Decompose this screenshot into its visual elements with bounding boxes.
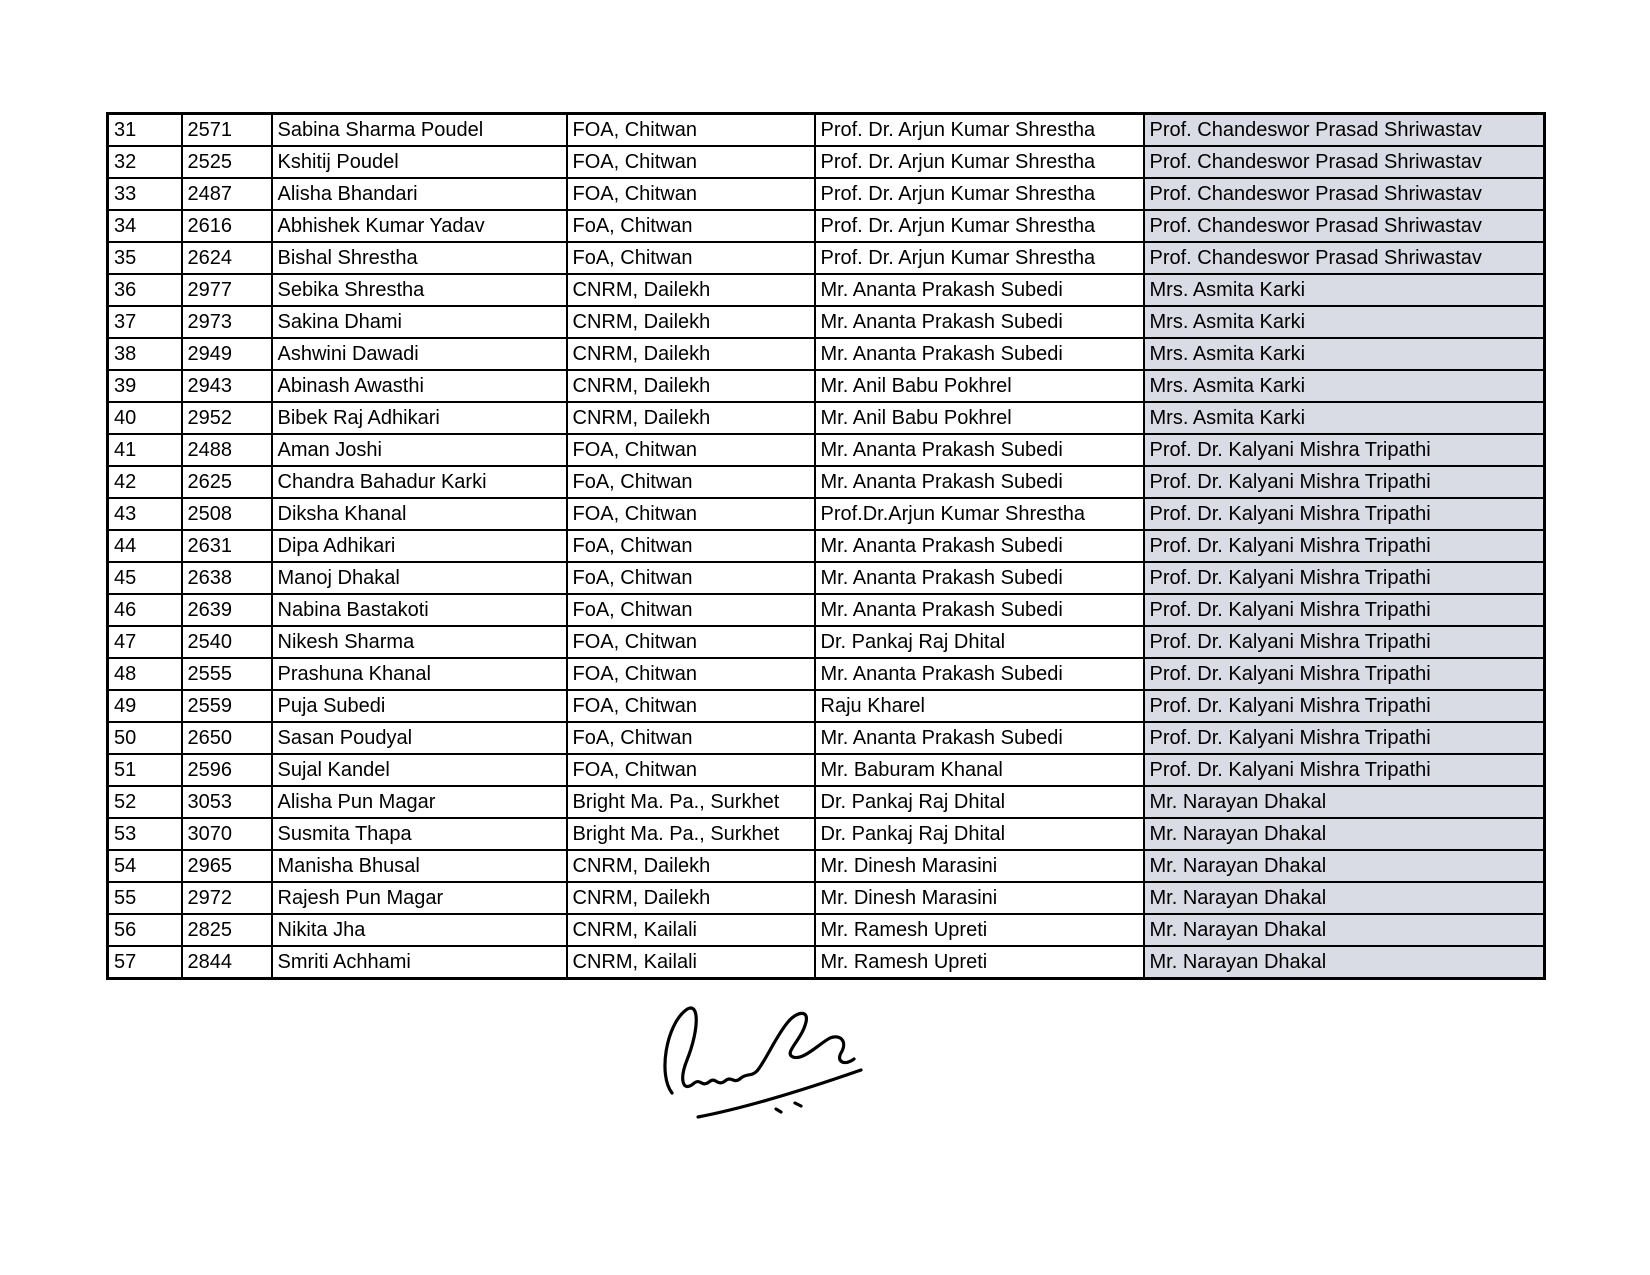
cell-supervisor: Prof. Dr. Arjun Kumar Shrestha — [815, 178, 1144, 210]
cell-supervisor: Dr. Pankaj Raj Dhital — [815, 818, 1144, 850]
cell-serial-number: 37 — [108, 306, 182, 338]
table-row — [108, 850, 1545, 882]
table-row — [108, 402, 1545, 434]
cell-registration-number: 2625 — [182, 466, 272, 498]
cell-supervisor: Prof. Dr. Arjun Kumar Shrestha — [815, 114, 1144, 147]
cell-serial-number: 46 — [108, 594, 182, 626]
cell-registration-number: 3053 — [182, 786, 272, 818]
table-row — [108, 690, 1545, 722]
table-row — [108, 626, 1545, 658]
cell-co-supervisor: Mrs. Asmita Karki — [1144, 274, 1545, 306]
cell-supervisor: Mr. Ananta Prakash Subedi — [815, 722, 1144, 754]
cell-co-supervisor: Prof. Dr. Kalyani Mishra Tripathi — [1144, 594, 1545, 626]
cell-supervisor: Prof.Dr.Arjun Kumar Shrestha — [815, 498, 1144, 530]
cell-student-name: Ashwini Dawadi — [272, 338, 567, 370]
signature-graphic — [648, 993, 883, 1138]
cell-co-supervisor: Prof. Chandeswor Prasad Shriwastav — [1144, 242, 1545, 274]
cell-registration-number: 2825 — [182, 914, 272, 946]
cell-supervisor: Mr. Anil Babu Pokhrel — [815, 370, 1144, 402]
cell-registration-number: 2965 — [182, 850, 272, 882]
cell-student-name: Sakina Dhami — [272, 306, 567, 338]
cell-program-campus: Bright Ma. Pa., Surkhet — [567, 818, 815, 850]
cell-registration-number: 2943 — [182, 370, 272, 402]
cell-serial-number: 50 — [108, 722, 182, 754]
cell-co-supervisor: Mr. Narayan Dhakal — [1144, 850, 1545, 882]
cell-supervisor: Mr. Ananta Prakash Subedi — [815, 562, 1144, 594]
cell-student-name: Diksha Khanal — [272, 498, 567, 530]
table-row — [108, 914, 1545, 946]
cell-student-name: Manoj Dhakal — [272, 562, 567, 594]
table-row — [108, 754, 1545, 786]
cell-registration-number: 2638 — [182, 562, 272, 594]
cell-supervisor: Mr. Dinesh Marasini — [815, 850, 1144, 882]
cell-co-supervisor: Prof. Dr. Kalyani Mishra Tripathi — [1144, 626, 1545, 658]
cell-serial-number: 34 — [108, 210, 182, 242]
cell-registration-number: 2540 — [182, 626, 272, 658]
cell-program-campus: FoA, Chitwan — [567, 562, 815, 594]
cell-program-campus: FOA, Chitwan — [567, 754, 815, 786]
cell-program-campus: Bright Ma. Pa., Surkhet — [567, 786, 815, 818]
cell-program-campus: CNRM, Kailali — [567, 914, 815, 946]
cell-supervisor: Prof. Dr. Arjun Kumar Shrestha — [815, 242, 1144, 274]
cell-registration-number: 2624 — [182, 242, 272, 274]
cell-serial-number: 56 — [108, 914, 182, 946]
table-row — [108, 434, 1545, 466]
cell-supervisor: Prof. Dr. Arjun Kumar Shrestha — [815, 146, 1144, 178]
table-row — [108, 210, 1545, 242]
cell-supervisor: Mr. Ramesh Upreti — [815, 946, 1144, 979]
cell-co-supervisor: Prof. Dr. Kalyani Mishra Tripathi — [1144, 658, 1545, 690]
cell-supervisor: Mr. Ananta Prakash Subedi — [815, 434, 1144, 466]
cell-registration-number: 2844 — [182, 946, 272, 979]
cell-registration-number: 2972 — [182, 882, 272, 914]
cell-student-name: Rajesh Pun Magar — [272, 882, 567, 914]
cell-supervisor: Dr. Pankaj Raj Dhital — [815, 786, 1144, 818]
cell-program-campus: FoA, Chitwan — [567, 466, 815, 498]
cell-supervisor: Mr. Ananta Prakash Subedi — [815, 338, 1144, 370]
cell-supervisor: Mr. Ananta Prakash Subedi — [815, 274, 1144, 306]
cell-serial-number: 36 — [108, 274, 182, 306]
cell-student-name: Sebika Shrestha — [272, 274, 567, 306]
cell-co-supervisor: Prof. Dr. Kalyani Mishra Tripathi — [1144, 530, 1545, 562]
cell-serial-number: 51 — [108, 754, 182, 786]
cell-program-campus: FoA, Chitwan — [567, 530, 815, 562]
cell-program-campus: FoA, Chitwan — [567, 722, 815, 754]
cell-program-campus: FoA, Chitwan — [567, 242, 815, 274]
cell-serial-number: 35 — [108, 242, 182, 274]
cell-serial-number: 48 — [108, 658, 182, 690]
cell-student-name: Manisha Bhusal — [272, 850, 567, 882]
cell-co-supervisor: Mr. Narayan Dhakal — [1144, 786, 1545, 818]
cell-serial-number: 42 — [108, 466, 182, 498]
cell-registration-number: 2487 — [182, 178, 272, 210]
cell-student-name: Sasan Poudyal — [272, 722, 567, 754]
table-row — [108, 562, 1545, 594]
cell-registration-number: 2949 — [182, 338, 272, 370]
cell-registration-number: 2555 — [182, 658, 272, 690]
cell-student-name: Chandra Bahadur Karki — [272, 466, 567, 498]
cell-serial-number: 41 — [108, 434, 182, 466]
cell-registration-number: 2616 — [182, 210, 272, 242]
cell-serial-number: 32 — [108, 146, 182, 178]
cell-student-name: Susmita Thapa — [272, 818, 567, 850]
cell-student-name: Kshitij Poudel — [272, 146, 567, 178]
cell-serial-number: 54 — [108, 850, 182, 882]
cell-student-name: Puja Subedi — [272, 690, 567, 722]
cell-student-name: Alisha Bhandari — [272, 178, 567, 210]
cell-registration-number: 2639 — [182, 594, 272, 626]
cell-co-supervisor: Prof. Dr. Kalyani Mishra Tripathi — [1144, 466, 1545, 498]
table-row — [108, 146, 1545, 178]
table-row — [108, 498, 1545, 530]
cell-student-name: Abhishek Kumar Yadav — [272, 210, 567, 242]
table-row — [108, 882, 1545, 914]
cell-registration-number: 2571 — [182, 114, 272, 147]
cell-supervisor: Mr. Baburam Khanal — [815, 754, 1144, 786]
cell-serial-number: 57 — [108, 946, 182, 979]
cell-serial-number: 40 — [108, 402, 182, 434]
cell-supervisor: Mr. Anil Babu Pokhrel — [815, 402, 1144, 434]
cell-co-supervisor: Mrs. Asmita Karki — [1144, 306, 1545, 338]
cell-program-campus: CNRM, Kailali — [567, 946, 815, 979]
cell-co-supervisor: Mrs. Asmita Karki — [1144, 370, 1545, 402]
cell-co-supervisor: Mrs. Asmita Karki — [1144, 402, 1545, 434]
cell-program-campus: CNRM, Dailekh — [567, 402, 815, 434]
table-row — [108, 114, 1545, 147]
cell-co-supervisor: Mr. Narayan Dhakal — [1144, 818, 1545, 850]
cell-program-campus: FOA, Chitwan — [567, 114, 815, 147]
cell-program-campus: CNRM, Dailekh — [567, 370, 815, 402]
cell-student-name: Alisha Pun Magar — [272, 786, 567, 818]
cell-supervisor: Mr. Ananta Prakash Subedi — [815, 658, 1144, 690]
cell-co-supervisor: Prof. Chandeswor Prasad Shriwastav — [1144, 114, 1545, 147]
cell-serial-number: 52 — [108, 786, 182, 818]
records-table — [106, 112, 1546, 980]
cell-program-campus: FOA, Chitwan — [567, 690, 815, 722]
table-row — [108, 274, 1545, 306]
cell-registration-number: 2508 — [182, 498, 272, 530]
cell-co-supervisor: Prof. Chandeswor Prasad Shriwastav — [1144, 210, 1545, 242]
cell-supervisor: Mr. Ananta Prakash Subedi — [815, 530, 1144, 562]
cell-co-supervisor: Prof. Dr. Kalyani Mishra Tripathi — [1144, 434, 1545, 466]
cell-serial-number: 43 — [108, 498, 182, 530]
table-row — [108, 658, 1545, 690]
cell-registration-number: 2559 — [182, 690, 272, 722]
cell-serial-number: 55 — [108, 882, 182, 914]
cell-registration-number: 2973 — [182, 306, 272, 338]
cell-student-name: Prashuna Khanal — [272, 658, 567, 690]
cell-student-name: Nikita Jha — [272, 914, 567, 946]
cell-student-name: Sabina Sharma Poudel — [272, 114, 567, 147]
cell-registration-number: 2952 — [182, 402, 272, 434]
cell-program-campus: FOA, Chitwan — [567, 146, 815, 178]
records-table-body — [108, 114, 1545, 979]
table-row — [108, 530, 1545, 562]
cell-student-name: Sujal Kandel — [272, 754, 567, 786]
cell-program-campus: FoA, Chitwan — [567, 594, 815, 626]
cell-supervisor: Mr. Ananta Prakash Subedi — [815, 466, 1144, 498]
signature-icon — [648, 993, 883, 1138]
table-row — [108, 946, 1545, 979]
cell-supervisor: Mr. Ananta Prakash Subedi — [815, 594, 1144, 626]
cell-co-supervisor: Prof. Dr. Kalyani Mishra Tripathi — [1144, 722, 1545, 754]
cell-program-campus: FOA, Chitwan — [567, 178, 815, 210]
cell-co-supervisor: Prof. Dr. Kalyani Mishra Tripathi — [1144, 754, 1545, 786]
cell-registration-number: 2596 — [182, 754, 272, 786]
cell-registration-number: 2650 — [182, 722, 272, 754]
cell-program-campus: FOA, Chitwan — [567, 658, 815, 690]
table-row — [108, 370, 1545, 402]
cell-program-campus: FOA, Chitwan — [567, 626, 815, 658]
cell-co-supervisor: Prof. Chandeswor Prasad Shriwastav — [1144, 178, 1545, 210]
cell-program-campus: CNRM, Dailekh — [567, 274, 815, 306]
cell-supervisor: Mr. Dinesh Marasini — [815, 882, 1144, 914]
table-row — [108, 786, 1545, 818]
cell-student-name: Aman Joshi — [272, 434, 567, 466]
cell-program-campus: CNRM, Dailekh — [567, 338, 815, 370]
cell-co-supervisor: Mr. Narayan Dhakal — [1144, 946, 1545, 979]
cell-co-supervisor: Mr. Narayan Dhakal — [1144, 882, 1545, 914]
cell-serial-number: 44 — [108, 530, 182, 562]
cell-program-campus: FOA, Chitwan — [567, 498, 815, 530]
cell-program-campus: FoA, Chitwan — [567, 210, 815, 242]
cell-registration-number: 3070 — [182, 818, 272, 850]
cell-serial-number: 47 — [108, 626, 182, 658]
cell-serial-number: 31 — [108, 114, 182, 147]
cell-co-supervisor: Mr. Narayan Dhakal — [1144, 914, 1545, 946]
cell-student-name: Bishal Shrestha — [272, 242, 567, 274]
cell-student-name: Nikesh Sharma — [272, 626, 567, 658]
table-row — [108, 178, 1545, 210]
cell-serial-number: 53 — [108, 818, 182, 850]
table-row — [108, 594, 1545, 626]
cell-co-supervisor: Mrs. Asmita Karki — [1144, 338, 1545, 370]
cell-program-campus: CNRM, Dailekh — [567, 306, 815, 338]
cell-supervisor: Prof. Dr. Arjun Kumar Shrestha — [815, 210, 1144, 242]
cell-registration-number: 2488 — [182, 434, 272, 466]
table-row — [108, 722, 1545, 754]
table-row — [108, 818, 1545, 850]
cell-co-supervisor: Prof. Dr. Kalyani Mishra Tripathi — [1144, 562, 1545, 594]
table-row — [108, 466, 1545, 498]
cell-student-name: Bibek Raj Adhikari — [272, 402, 567, 434]
table-row — [108, 306, 1545, 338]
cell-supervisor: Mr. Ananta Prakash Subedi — [815, 306, 1144, 338]
cell-program-campus: FOA, Chitwan — [567, 434, 815, 466]
cell-student-name: Nabina Bastakoti — [272, 594, 567, 626]
cell-serial-number: 33 — [108, 178, 182, 210]
table-row — [108, 338, 1545, 370]
cell-supervisor: Mr. Ramesh Upreti — [815, 914, 1144, 946]
cell-registration-number: 2525 — [182, 146, 272, 178]
cell-registration-number: 2631 — [182, 530, 272, 562]
cell-student-name: Abinash Awasthi — [272, 370, 567, 402]
cell-co-supervisor: Prof. Dr. Kalyani Mishra Tripathi — [1144, 498, 1545, 530]
cell-serial-number: 39 — [108, 370, 182, 402]
cell-program-campus: CNRM, Dailekh — [567, 850, 815, 882]
cell-supervisor: Raju Kharel — [815, 690, 1144, 722]
cell-student-name: Smriti Achhami — [272, 946, 567, 979]
cell-supervisor: Dr. Pankaj Raj Dhital — [815, 626, 1144, 658]
cell-student-name: Dipa Adhikari — [272, 530, 567, 562]
cell-registration-number: 2977 — [182, 274, 272, 306]
table-row — [108, 242, 1545, 274]
cell-serial-number: 49 — [108, 690, 182, 722]
cell-co-supervisor: Prof. Dr. Kalyani Mishra Tripathi — [1144, 690, 1545, 722]
cell-program-campus: CNRM, Dailekh — [567, 882, 815, 914]
cell-serial-number: 45 — [108, 562, 182, 594]
cell-serial-number: 38 — [108, 338, 182, 370]
cell-co-supervisor: Prof. Chandeswor Prasad Shriwastav — [1144, 146, 1545, 178]
